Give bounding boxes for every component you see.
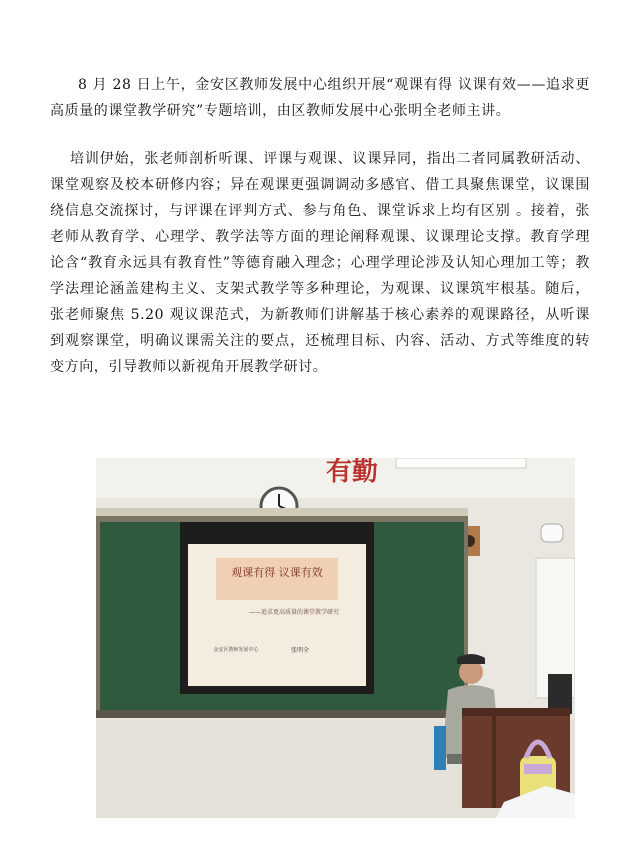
ceiling-light [396, 458, 526, 468]
blue-chair [434, 726, 446, 770]
slide-subtitle: ——追求更高质量的课堂教学研究 [248, 609, 340, 616]
slide-organization: 金安区教师发展中心 [213, 647, 259, 653]
security-camera [541, 524, 563, 542]
paragraph-intro: 8 月 28 日上午，金安区教师发展中心组织开展“观课有得 议课有效——追求更高质量的课堂教学研究”专题培训，由区教师发展中心张明全老师主讲。 [50, 77, 590, 119]
photo-illustration [96, 458, 575, 818]
slide-presenter: 张明全 [290, 647, 310, 654]
chalk-tray [96, 710, 468, 718]
presentation-slide [188, 544, 366, 686]
banner-text: 有勤 [326, 458, 379, 487]
right-blackboard [374, 522, 464, 710]
left-blackboard [100, 522, 180, 710]
slide-title: 观课有得 议课有效 [231, 566, 323, 579]
paragraph-body: 培训伊始，张老师剖析听课、评课与观课、议课异同，指出二者同属教研活动、课堂观察及校本研修内容；异在观课更强调调动多感官、借工具聚焦课堂，议课围绕信息交流探讨，与评课在评判方式、参与角色、课堂诉求上均有区别 。接着，张老师从教育学、心理学、教学法等方面的理论阐释观课、议课理论支撑。教育学理论含“教育永远具有教育性”等德育融入理念；心理学理论涉及认知心理加工等；教学法理论涵盖建构主义、支架式教学等多种理论，为观课、议课筑牢根基。随后，张老师聚焦 5.20 观议课范式，为新教师们讲解基于核心素养的观课路径，从听课到观察课堂，明确议课需关注的要点，还梳理目标、内容、活动、方式等维度的转变方向，引导教师以新视角开展教学研讨。 [50, 151, 590, 375]
training-photo [96, 458, 575, 818]
